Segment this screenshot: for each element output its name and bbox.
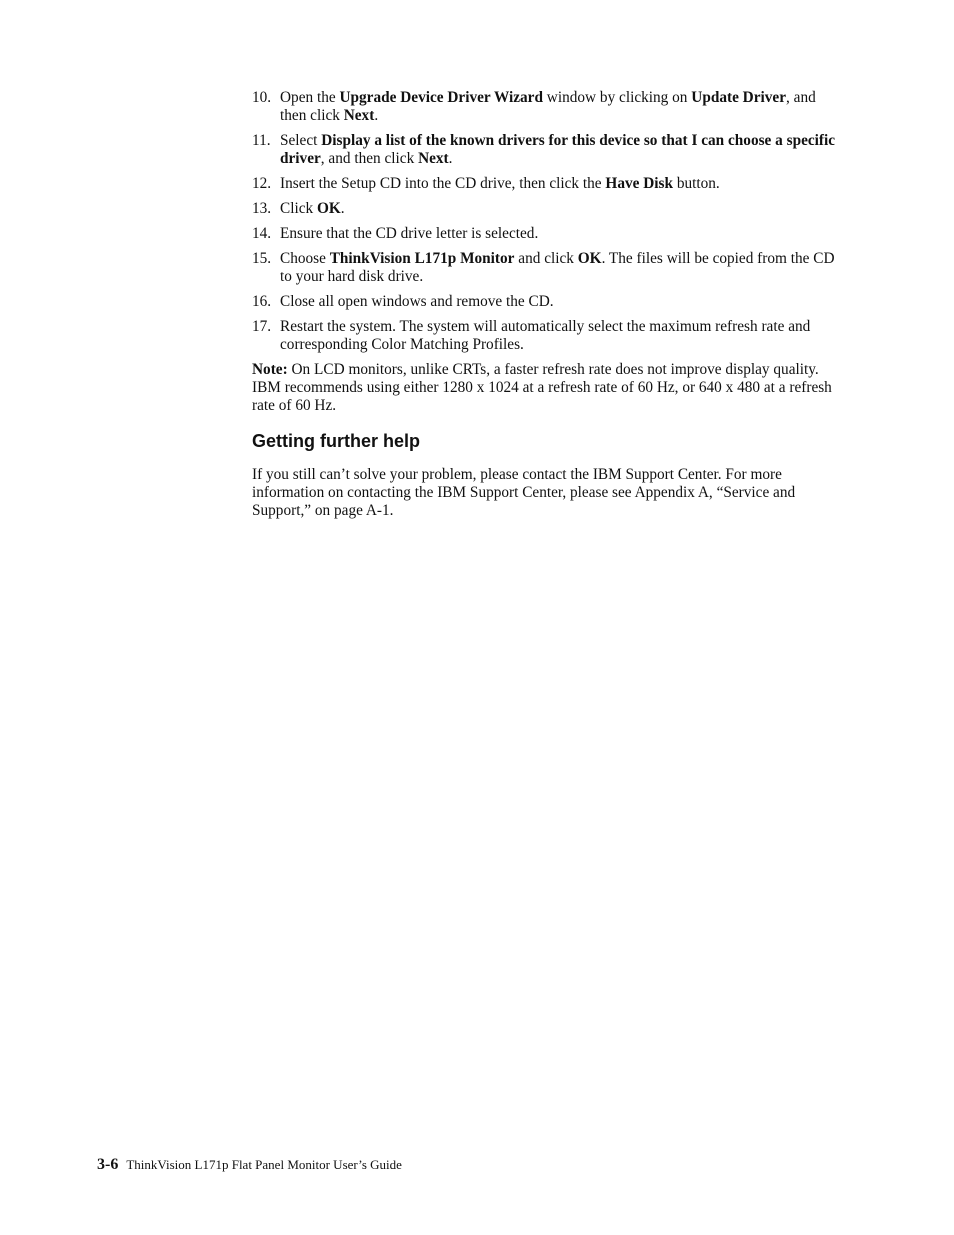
step-number: 14. <box>252 225 272 242</box>
step-text <box>280 175 720 192</box>
page-number: 3-6 <box>97 1156 119 1173</box>
step-text-run: Restart the system. The system will automatically select the maximum refresh rate and corresponding Color Matching Profiles. <box>280 318 811 353</box>
step-text-run: button. <box>673 175 720 192</box>
page-content <box>252 89 844 520</box>
step-text-bold: Next <box>418 150 449 167</box>
step-text-run: Select <box>280 132 322 149</box>
step-number: 17. <box>252 318 272 335</box>
step-text-run: and click <box>514 250 578 267</box>
step-text-bold: Upgrade Device Driver Wizard <box>339 89 543 106</box>
step-item <box>252 89 844 125</box>
step-number: 16. <box>252 293 272 310</box>
step-item <box>252 175 844 193</box>
note-text: On LCD monitors, unlike CRTs, a faster refresh rate does not improve display quality. IBM recommends using either 1280 x 1024 at a refresh rate of 60 Hz, or 640 x 480 at a refresh rate of 60 Hz. <box>252 361 832 414</box>
help-paragraph: If you still can’t solve your problem, please contact the IBM Support Center. For more information on contacting the IBM Support Center, please see Appendix A, “Service and Support,” on page A-1. <box>252 466 796 519</box>
step-item <box>252 250 844 286</box>
steps-list <box>252 89 844 354</box>
step-text <box>280 293 554 310</box>
step-text <box>280 225 538 242</box>
step-text-bold: Have Disk <box>605 175 673 192</box>
step-text-bold: ThinkVision L171p Monitor <box>329 250 515 267</box>
step-text-bold: Display a list of the known drivers for this device so that I can choose a specific driver <box>280 132 836 167</box>
step-text-bold: Next <box>343 107 375 124</box>
step-text-run: . <box>448 150 453 167</box>
step-text-bold: Update Driver <box>691 89 786 106</box>
step-text-run: Click <box>280 200 317 217</box>
step-text <box>280 200 345 217</box>
step-text-run: Ensure that the CD drive letter is selected. <box>280 225 539 242</box>
document-title: ThinkVision L171p Flat Panel Monitor User’s Guide <box>126 1157 402 1172</box>
step-number: 13. <box>252 200 272 217</box>
step-text <box>280 250 835 285</box>
step-number: 15. <box>252 250 272 267</box>
step-text-run: , and then click <box>280 89 816 124</box>
step-item <box>252 132 844 168</box>
step-number: 11. <box>252 132 271 149</box>
note-label: Note: <box>252 361 288 378</box>
step-text-bold: OK <box>577 250 602 267</box>
step-text-run: , and then click <box>320 150 419 167</box>
step-text <box>280 318 810 353</box>
step-text-run: Close all open windows and remove the CD. <box>280 293 554 310</box>
step-text-bold: OK <box>316 200 341 217</box>
step-text <box>280 132 835 167</box>
note-paragraph <box>252 361 844 415</box>
step-item <box>252 225 844 243</box>
step-text-run: Choose <box>280 250 330 267</box>
step-text-run: Insert the Setup CD into the CD drive, then click the <box>280 175 606 192</box>
step-text-run: . <box>374 107 379 124</box>
step-text-run: . <box>340 200 345 217</box>
step-item <box>252 200 844 218</box>
step-number: 10. <box>252 89 272 106</box>
step-text-run: . The files will be copied from the CD to your hard disk drive. <box>280 250 835 285</box>
step-text-run: window by clicking on <box>542 89 692 106</box>
step-number: 12. <box>252 175 272 192</box>
step-item <box>252 318 844 354</box>
step-item <box>252 293 844 311</box>
step-text-run: Open the <box>280 89 340 106</box>
step-text <box>280 89 816 124</box>
page-footer <box>97 1156 402 1174</box>
section-heading: Getting further help <box>252 431 420 451</box>
